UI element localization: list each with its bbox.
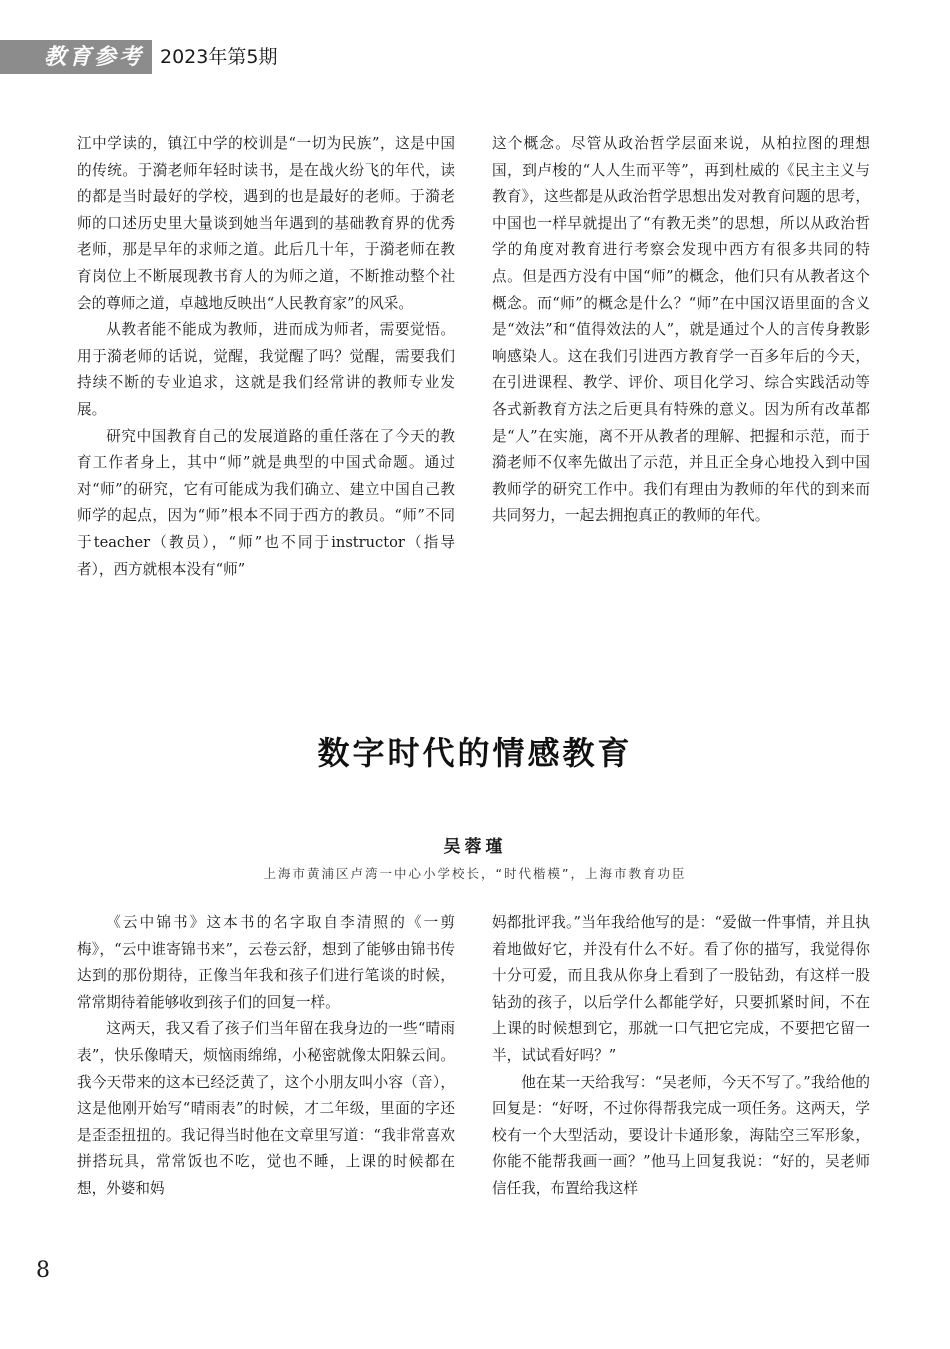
article-author: 吴蓉瑾 [443, 837, 507, 857]
paragraph: 从教者能不能成为教师，进而成为师者，需要觉悟。用于漪老师的话说，觉醒，我觉醒了吗？觉醒，需要我们持续不断的专业追求，这就是我们经常讲的教师专业发展。 [77, 321, 455, 418]
journal-name: 教育参考 [0, 40, 152, 74]
paragraph: 《云中锦书》这本书的名字取自李清照的《一剪梅》，“云中谁寄锦书来”，云卷云舒，想到了能够由锦书传达到的那份期待，正像当年我和孩子们进行笔谈的时候，常常期待着能够收到孩子们的回复一样。 [77, 914, 455, 1011]
paragraph: 江中学读的，镇江中学的校训是“一切为民族”，这是中国的传统。于漪老师年轻时读书，是在战火纷飞的年代，读的都是当时最好的学校，遇到的也是最好的老师。于漪老师的口述历史里大量谈到她当年遇到的基础教育界的优秀老师，那是早年的求师之道。此后几十年，于漪老师在教育岗位上不断展现教书育人的为师之道，不断推动整个社会的尊师之道，卓越地反映出“人民教育家”的风采。 [77, 135, 455, 312]
paragraph: 妈都批评我。”当年我给他写的是：“爱做一件事情，并且执着地做好它，并没有什么不好。看了你的描写，我觉得你十分可爱，而且我从你身上看到了一股钻劲，有这样一股钻劲的孩子，以后学什么都能学好，只要抓紧时间，不在上课的时候想到它，那就一口气把它完成，不要把它留一半，试试看好吗？” [492, 914, 870, 1064]
prev-article-column-right [492, 131, 870, 530]
article-title: 数字时代的情感教育 [317, 734, 633, 772]
paragraph: 研究中国教育自己的发展道路的重任落在了今天的教育工作者身上，其中“师”就是典型的中国式命题。通过对“师”的研究，它有可能成为我们确立、建立中国自己教师学的起点，因为“师”根本不同于西方的教员。“师”不同于teacher（教员），“师”也不同于instructor（指导者），西方就根本没有“师” [77, 427, 455, 578]
paragraph: 这个概念。尽管从政治哲学层面来说，从柏拉图的理想国，到卢梭的“人人生而平等”，再到杜威的《民主主义与教育》，这些都是从政治哲学思想出发对教育问题的思考，中国也一样早就提出了“有教无类”的思想，所以从政治哲学的角度对教育进行考察会发现中西方有很多共同的特点。但是西方没有中国“师”的概念，他们只有从教者这个概念。而“师”的概念是什么？“师”在中国汉语里面的含义是“效法”和“值得效法的人”，就是通过个人的言传身教影响感染人。这在我们引进西方教育学一百多年后的今天，在引进课程、教学、评价、项目化学习、综合实践活动等各式新教育方法之后更具有特殊的意义。因为所有改革都是“人”在实施，离不开从教者的理解、把握和示范，而于漪老师不仅率先做出了示范，并且正全身心地投入到中国教师学的研究工作中。我们有理由为教师的年代的到来而共同努力，一起去拥抱真正的教师的年代。 [492, 135, 870, 525]
paragraph: 他在某一天给我写：“吴老师，今天不写了。”我给他的回复是：“好呀，不过你得帮我完成一项任务。这两天，学校有一个大型活动，要设计卡通形象，海陆空三军形象，你能不能帮我画一画？”他马上回复我说：“好的，吴老师信任我，布置给我这样 [492, 1073, 870, 1197]
prev-article-column-left [77, 131, 455, 583]
page-number: 8 [36, 1258, 50, 1283]
article-column-right [492, 910, 870, 1203]
paragraph: 这两天，我又看了孩子们当年留在我身边的一些“晴雨表”，快乐像晴天，烦恼雨绵绵，小秘密就像太阳躲云间。我今天带来的这本已经泛黄了，这个小朋友叫小容（音），这是他刚开始写“晴雨表”的时候，才二年级，里面的字还是歪歪扭扭的。我记得当时他在文章里写道：“我非常喜欢拼搭玩具，常常饭也不吃，觉也不睡，上课的时候都在想，外婆和妈 [77, 1020, 455, 1197]
running-header [0, 40, 560, 74]
issue-label: 2023年第5期 [160, 46, 278, 68]
author-affiliation: 上海市黄浦区卢湾一中心小学校长，“时代楷模”，上海市教育功臣 [263, 866, 687, 881]
article-column-left [77, 910, 455, 1203]
